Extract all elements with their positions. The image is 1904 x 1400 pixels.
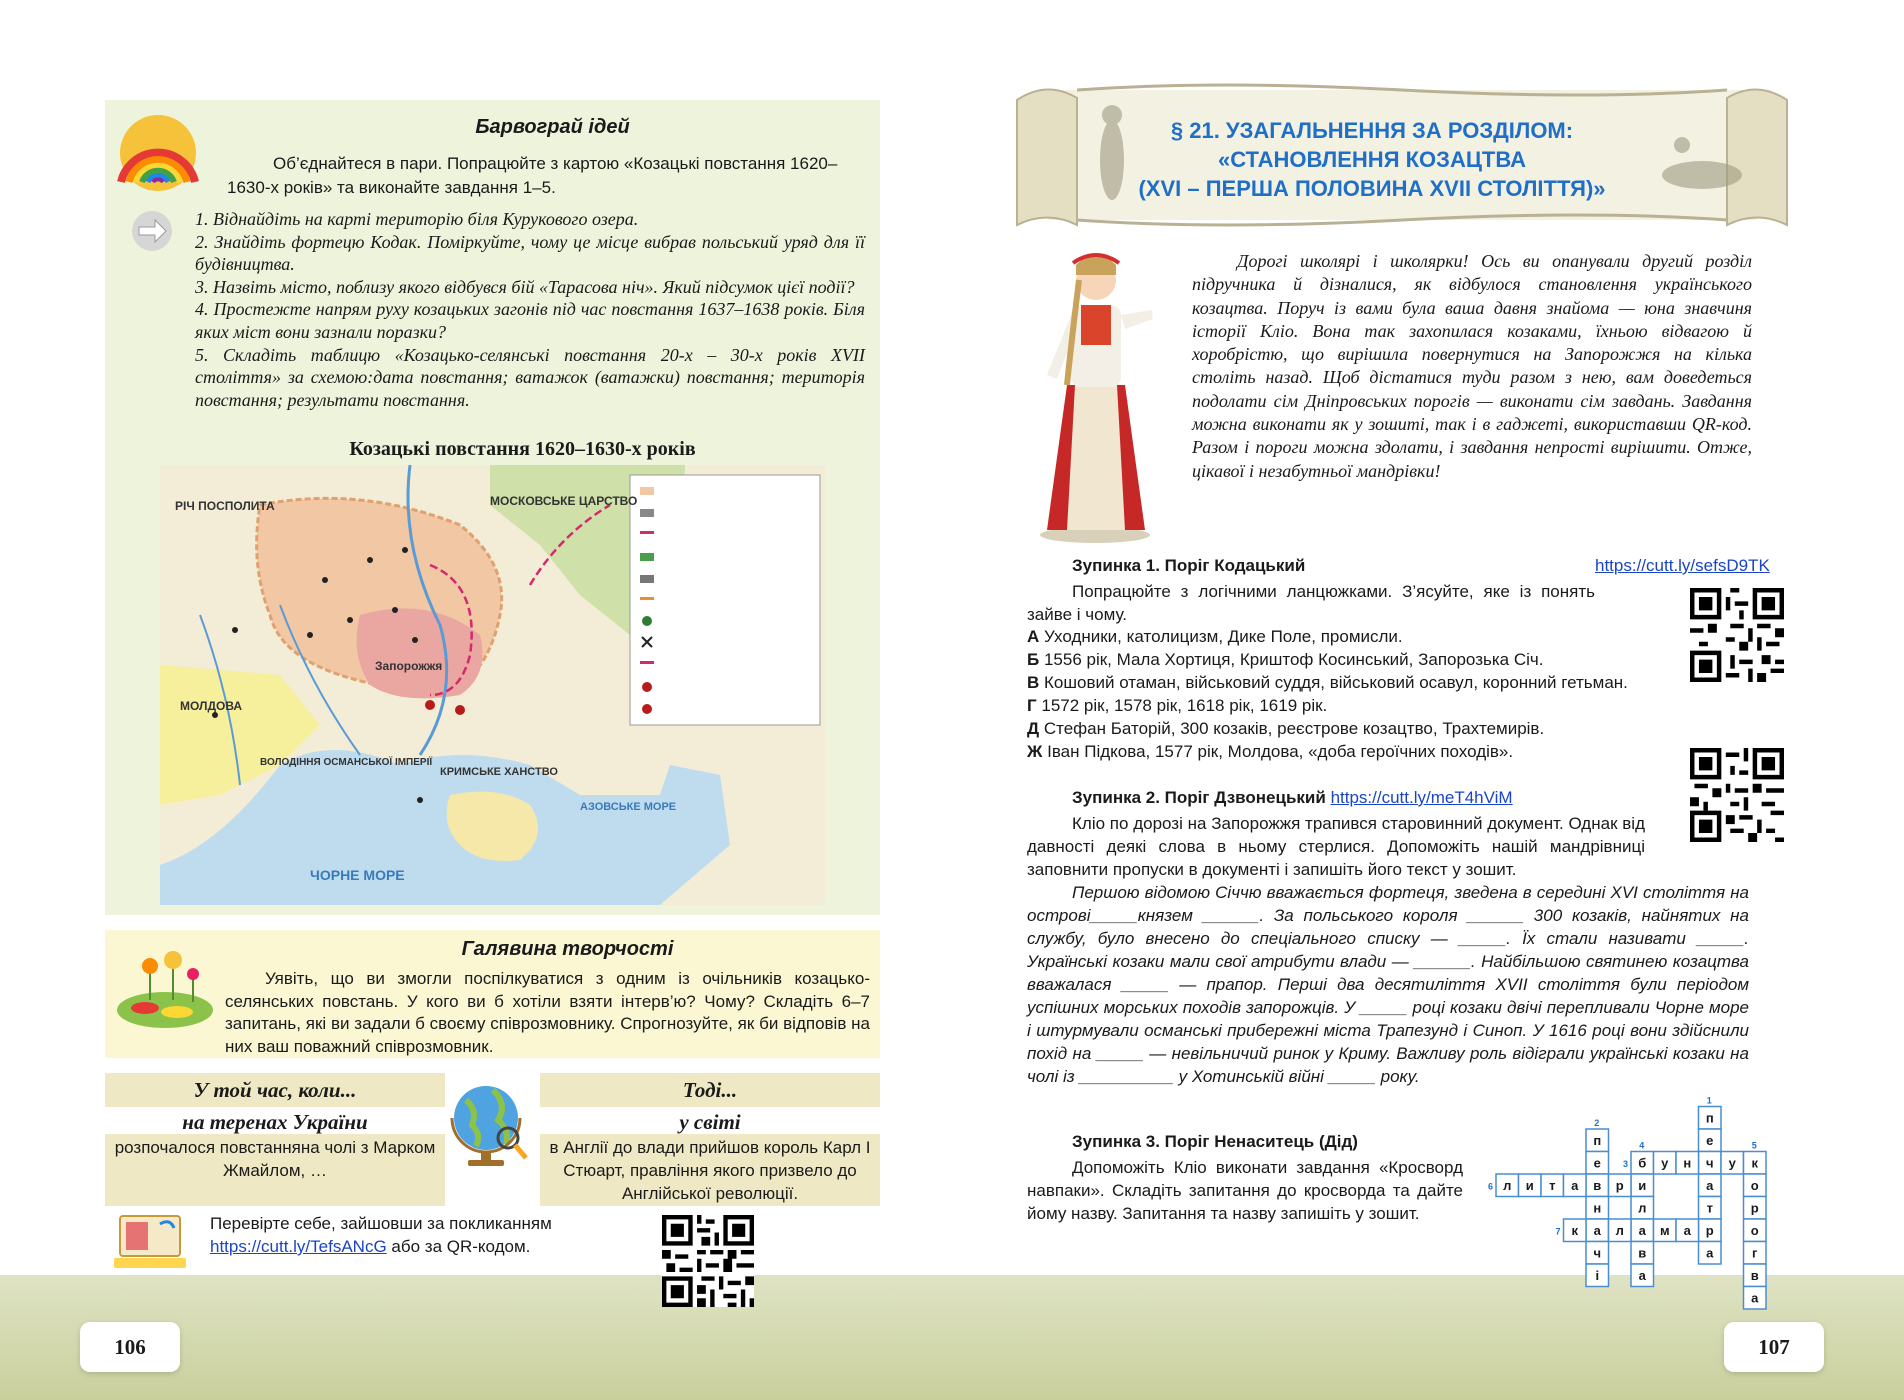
stop-2-header [1072,788,1513,808]
crossword-number: 4 [1639,1140,1645,1151]
crossword-cell [1699,1197,1722,1220]
crossword-cell [1699,1219,1722,1242]
crossword-cell [1631,1152,1654,1175]
qr-code-icon[interactable] [662,1215,754,1307]
svg-text:ч: ч [1593,1245,1602,1261]
svg-text:н: н [1683,1155,1692,1171]
crossword-cell [1519,1174,1542,1197]
svg-text:а: а [1638,1268,1646,1284]
map-region-label: Запорожжя [375,659,443,673]
chain-letter: Ж [1027,742,1043,761]
crossword-cell [1631,1174,1654,1197]
chain-text: Іван Підкова, 1577 рік, Молдова, «доба героїчних походів». [1047,742,1514,761]
rainbow-icon [117,112,199,194]
svg-text:в: в [1750,1268,1759,1284]
crossword-cell [1654,1152,1677,1175]
crossword-cell [1586,1242,1609,1265]
crossword-cell [1631,1264,1654,1287]
chain-letter: В [1027,673,1040,692]
timeline-right-subheader: у світі [679,1109,741,1134]
crossword-cell [1699,1107,1722,1130]
crossword-cell [1586,1197,1609,1220]
svg-text:о: о [1750,1223,1759,1239]
crossword-number: 6 [1488,1181,1494,1192]
timeline-left-header: У той час, коли... [105,1073,445,1107]
flower-meadow-icon [115,950,215,1030]
chain-text: 1572 рік, 1578 рік, 1618 рік, 1619 рік. [1041,696,1328,715]
ideas-box [105,100,880,915]
svg-text:л: л [1638,1200,1647,1216]
map-region-label: МОСКОВСЬКЕ ЦАРСТВО [490,494,638,508]
crossword-cell [1541,1174,1564,1197]
stop-2-text: Кліо по дорозі на Запорожжя трапився старовинний документ. Однак від давності деякі слова в ньому стерлися. Допоможіть нашій мандрівниці заповнити пропуски в документі і запишіть його текст у зошит. [1027,814,1645,879]
svg-text:а: а [1706,1245,1714,1261]
crossword-cell [1564,1219,1587,1242]
timeline-right-header: Тоді... [540,1073,880,1107]
stop-1-text: Попрацюйте з логічними ланцюжками. З’ясуйте, яке із понять зайве і чому. [1027,582,1595,624]
glade-title: Галявина творчості [461,938,674,960]
crossword-cell [1609,1174,1632,1197]
section-title-line: «СТАНОВЛЕННЯ КОЗАЦТВА [1217,147,1527,172]
crossword-number: 1 [1706,1095,1712,1106]
crossword-cell [1744,1174,1767,1197]
stop-2-title: Зупинка 2. Поріг Дзвонецький [1072,788,1326,807]
svg-text:у: у [1661,1155,1669,1171]
chain-item [1027,717,1647,740]
globe-icon [448,1080,530,1170]
crossword-cell [1631,1219,1654,1242]
svg-text:а: а [1683,1223,1691,1239]
svg-text:п: п [1593,1133,1602,1149]
chain-letter: Б [1027,650,1040,669]
map-region-label: ВОЛОДІННЯ ОСМАНСЬКОЇ ІМПЕРІЇ [260,757,433,768]
svg-text:и: и [1525,1178,1534,1194]
page-number: 106 [80,1322,180,1372]
chain-item [1027,671,1647,694]
ideas-title: Барвограй ідей [475,116,630,138]
section-title-line: (XVI – ПЕРША ПОЛОВИНА XVII СТОЛІТТЯ)» [1138,176,1606,201]
laptop-icon [110,1210,190,1280]
crossword-cell [1609,1219,1632,1242]
timeline-right-text: в Англії до влади прийшов король Карл І Стюарт, правління якого призвело до Англійської революції. [540,1134,880,1206]
task-item: 3. Назвіть місто, поблизу якого відбувся бій «Тарасова ніч». Який підсумок цієї події? [195,276,855,297]
chain-item [1027,694,1647,717]
task-list [195,208,865,411]
arrow-right-icon [131,210,173,252]
svg-text:р: р [1615,1178,1624,1194]
chain-text: Уходники, католицизм, Дике Поле, промисли. [1044,627,1403,646]
svg-text:о: о [1750,1178,1759,1194]
task-item: 4. Простежте напрям руху козацьких загонів під час повстання 1637–1638 років. Біля яких міст вони зазнали поразки? [195,299,865,342]
svg-text:и: и [1638,1178,1647,1194]
glade-text: Уявіть, що ви змогли поспілкуватися з одним із очільників козацько-селянських повстань. У кого ви б хотіли взяти інтерв’ю? Чому? Складіть 6–7 запитань, які ви задали б своєму співрозмовнику. Спрогнозуйте, як би відповів на них ваш поважний співрозмовник. [225,969,870,1056]
intro-text: Дорогі школярі і школярки! Ось ви опанували другий розділ підручника й дізналися, як відбулося становлення українського козацтва. Поруч із вами була ваша давня знайома — юна знавчиня історії Кліо. Вона так захопилася козаками, їхньою відвагою й хоробрістю, що вирішила повернутися на Запорожжя на кілька століть назад. Щоб дістатися туди разом з нею, вам доведеться подолати сім Дніпровських порогів — виконати сім завдань. Завдання можна виконати як у зошиті, так і в гаджеті, використавши QR-код. Разом і пороги можна здолати, і завдання непрості вирішити. Отже, цікавої і незабутньої мандрівки! [1192,251,1752,481]
chain-item [1027,740,1647,763]
svg-text:б: б [1638,1155,1647,1171]
crossword-cell [1744,1197,1767,1220]
svg-text:р: р [1705,1223,1714,1239]
section-title-line: § 21. УЗАГАЛЬНЕННЯ ЗА РОЗДІЛОМ: [1170,118,1574,143]
timeline-left-text: розпочалося повстанняна чолі з Марком Жмайлом, … [105,1134,445,1206]
qr-code-icon[interactable] [1690,588,1784,682]
svg-text:к: к [1751,1155,1759,1171]
stop-1-link[interactable]: https://cutt.ly/sefsD9TK [1595,556,1770,575]
map-title: Козацькі повстання 1620–1630-х років [349,438,696,460]
svg-text:г: г [1752,1245,1758,1261]
svg-text:в: в [1593,1178,1602,1194]
chain-letter: Д [1027,719,1040,738]
stop-3-title: Зупинка 3. Поріг Ненаситець (Дід) [1072,1132,1358,1151]
chain-text: 1556 рік, Мала Хортиця, Криштоф Косинський, Запорозька Січ. [1043,650,1544,669]
crossword-cell [1586,1264,1609,1287]
timeline-left-subheader: на теренах України [182,1109,368,1134]
svg-text:і: і [1595,1268,1600,1284]
check-link[interactable]: https://cutt.ly/TefsANcG [210,1237,387,1256]
stop-2-link[interactable]: https://cutt.ly/meT4hViM [1330,788,1513,807]
stop-1-title: Зупинка 1. Поріг Кодацький [1072,556,1306,575]
crossword-number: 3 [1623,1158,1629,1169]
svg-text:е: е [1706,1133,1714,1149]
chain-item [1027,648,1647,671]
section-title [1062,116,1682,203]
task-item: 1. Віднайдіть на карті територію біля Курукового озера. [195,209,639,229]
svg-text:а: а [1571,1178,1579,1194]
map-region-label: КРИМСЬКЕ ХАНСТВО [440,766,558,778]
crossword-cell [1744,1287,1767,1310]
svg-text:н: н [1593,1200,1602,1216]
check-text-before: Перевірте себе, зайшовши за покликанням [210,1214,552,1233]
crossword-cell [1586,1219,1609,1242]
glade-box [105,930,880,1058]
right-page [952,0,1904,1400]
crossword-cell [1744,1152,1767,1175]
svg-text:р: р [1750,1200,1759,1216]
chain-letter: А [1027,627,1040,646]
page-number: 107 [1724,1322,1824,1372]
crossword-cell [1654,1219,1677,1242]
crossword-cell [1676,1219,1699,1242]
svg-text:л: л [1503,1178,1512,1194]
crossword-cell [1564,1174,1587,1197]
svg-text:п: п [1705,1110,1714,1126]
crossword-cell [1744,1219,1767,1242]
crossword-cell [1586,1129,1609,1152]
svg-text:м: м [1659,1223,1670,1239]
crossword-number: 5 [1751,1140,1757,1151]
crossword-cell [1676,1152,1699,1175]
crossword-cell [1631,1197,1654,1220]
stop-3-text: Допоможіть Кліо виконати завдання «Кросворд навпаки». Складіть запитання до кросворда та дайте йому назву. Запитання та назву запишіть у зошит. [1027,1158,1463,1223]
ideas-intro: Об’єднайтеся в пари. Попрацюйте з картою «Козацькі повстання 1620–1630-х років» та виконайте завдання 1–5. [227,154,838,197]
crossword-cell [1744,1264,1767,1287]
svg-text:л: л [1615,1223,1624,1239]
crossword-cell [1721,1152,1744,1175]
old-document-text: Першою відомою Січчю вважається фортеця, зведена в середині XVI століття на острові_____князем ______. За польського короля ______ 300 козаків, найнятих на службу, було внесено до спеціального списку — _____. Їх стали називати _____. Українські козаки мали свої атрибути влади — ______. Найбільшою святинею козацтва вважалася _____ — прапор. Перші два десятиліття XVII століття були періодом успішних морських походів запорожців. У _____ році козаки двічі перепливали Чорне море і штурмували османські прибережні міста Трапезунд і Синоп. У 1616 році вони здійснили похід на _____ — невільничий ринок у Криму. Важливу роль відіграли українські козаки на чолі із __________ у Хотинській війні _____ року. [1027,883,1749,1086]
crossword-cell [1699,1129,1722,1152]
map-region-label: МОЛДОВА [180,699,243,713]
svg-text:т: т [1706,1200,1713,1216]
crossword-cell [1586,1152,1609,1175]
svg-text:е: е [1593,1155,1601,1171]
chain-item [1027,625,1647,648]
clio-girl-illustration [1027,235,1162,545]
check-text-after: або за QR-кодом. [391,1237,531,1256]
map-region-label: РІЧ ПОСПОЛИТА [175,499,275,513]
crossword-number: 2 [1594,1118,1600,1128]
svg-text:к: к [1571,1223,1579,1239]
svg-text:ч: ч [1705,1155,1714,1171]
svg-text:а: а [1706,1178,1714,1194]
crossword-cell [1699,1174,1722,1197]
svg-text:а: а [1638,1223,1646,1239]
crossword-cell [1699,1152,1722,1175]
chain-letter: Г [1027,696,1037,715]
crossword-cell [1496,1174,1519,1197]
check-yourself-text [210,1212,640,1258]
chain-list [1027,625,1647,763]
chain-text: Стефан Баторій, 300 козаків, реєстрове козацтво, Трахтемирів. [1043,719,1545,738]
crossword-cell [1586,1174,1609,1197]
svg-text:а: а [1593,1223,1601,1239]
historical-map [160,465,825,905]
task-item: 2. Знайдіть фортецю Кодак. Поміркуйте, чому це місце вибрав польський уряд для її будівництва. [195,231,865,275]
crossword-cell [1631,1242,1654,1265]
qr-code-icon[interactable] [1690,748,1784,842]
chain-text: Кошовий отаман, військовий суддя, військовий осавул, коронний гетьман. [1044,673,1628,692]
svg-text:а: а [1751,1290,1759,1306]
crossword-cell [1744,1242,1767,1265]
crossword-number: 7 [1555,1226,1561,1237]
map-region-label: АЗОВСЬКЕ МОРЕ [580,801,677,813]
task-item: 5. Складіть таблицю «Козацько-селянські повстання 20-х – 30-х років XVII століття» за схемою:дата повстання; ватажок (ватажки) повстання; територія повстання; результати повстання. [195,344,865,410]
svg-text:в: в [1638,1245,1647,1261]
crossword-cell [1699,1242,1722,1265]
crossword-grid [1476,1070,1796,1306]
svg-text:у: у [1728,1155,1736,1171]
map-region-label: ЧОРНЕ МОРЕ [310,867,405,883]
svg-text:т: т [1549,1178,1556,1194]
